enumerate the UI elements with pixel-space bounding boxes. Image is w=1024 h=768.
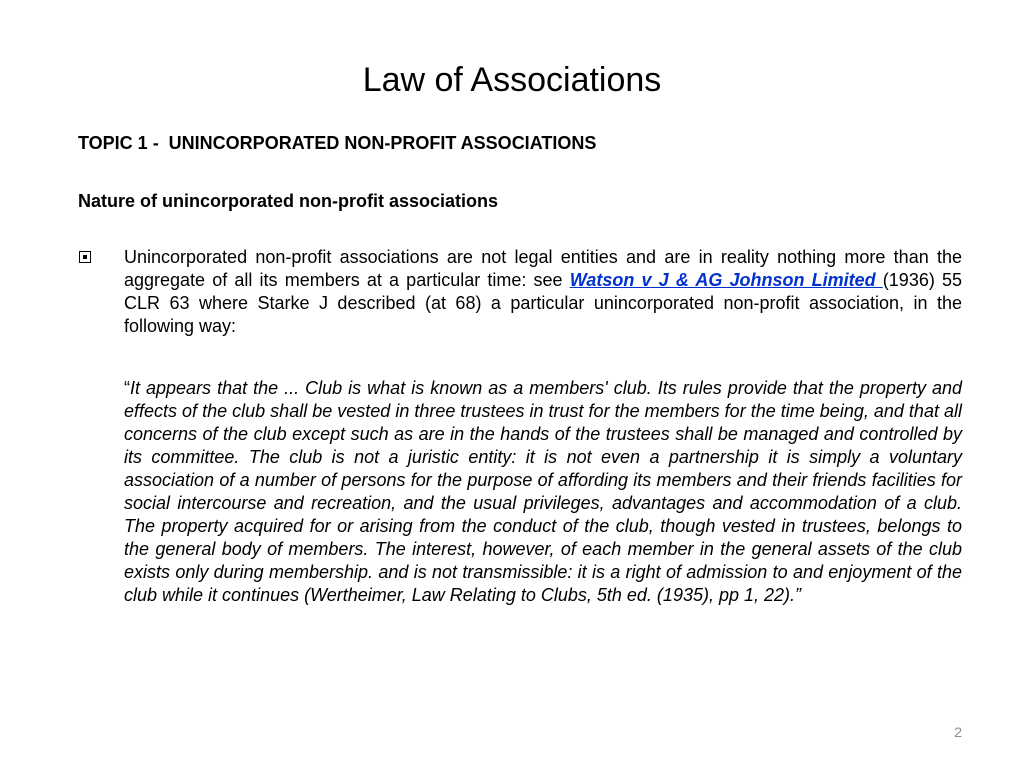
bullet-paragraph [124,246,962,338]
page-number: 2 [954,724,962,740]
quotation-text: It appears that the ... Club is what is known as a members' club. Its rules provide that the property and effects of the club shall be vested in three trustees in trust for the members for the time being, and that all concerns of the club except such as are in the hands of the trustees shall be managed and controlled by its committee. The club is not a juristic entity: it is not even a partnership it is simply a voluntary association of a number of persons for the purpose of affording its members and their friends facilities for social intercourse and recreation, and the usual privileges, advantages and accommodation of a club. The property acquired for or arising from the conduct of the club, though vested in trustees, belongs to the general body of members. The interest, however, of each member in the general assets of the club exists only during membership. and is not transmissible: it is a right of admission to and enjoyment of the club while it continues (Wertheimer, Law Relating to Clubs, 5th ed. (1935), pp 1, 22).” [124,378,962,605]
slide-title: Law of Associations [362,61,662,99]
case-citation-link[interactable]: Watson v J & AG Johnson Limited [569,270,883,290]
section-subheading: Nature of unincorporated non-profit associations [78,191,499,211]
boxed-square-bullet-icon [79,251,91,263]
quotation-block [124,377,962,607]
quote-open-mark: “ [124,378,130,398]
topic-heading: TOPIC 1 - UNINCORPORATED NON-PROFIT ASSOCIATIONS [78,133,597,153]
bullet-text-after-case: (1936) 55 CLR 63 where Starke J described (at 68) a particular unincorporated non-profit association, in the following way: [124,270,963,336]
bullet-text-before-case: Unincorporated non-profit associations are not legal entities and are in reality nothing more than the aggregate of all its members at a particular time: see [124,247,962,290]
